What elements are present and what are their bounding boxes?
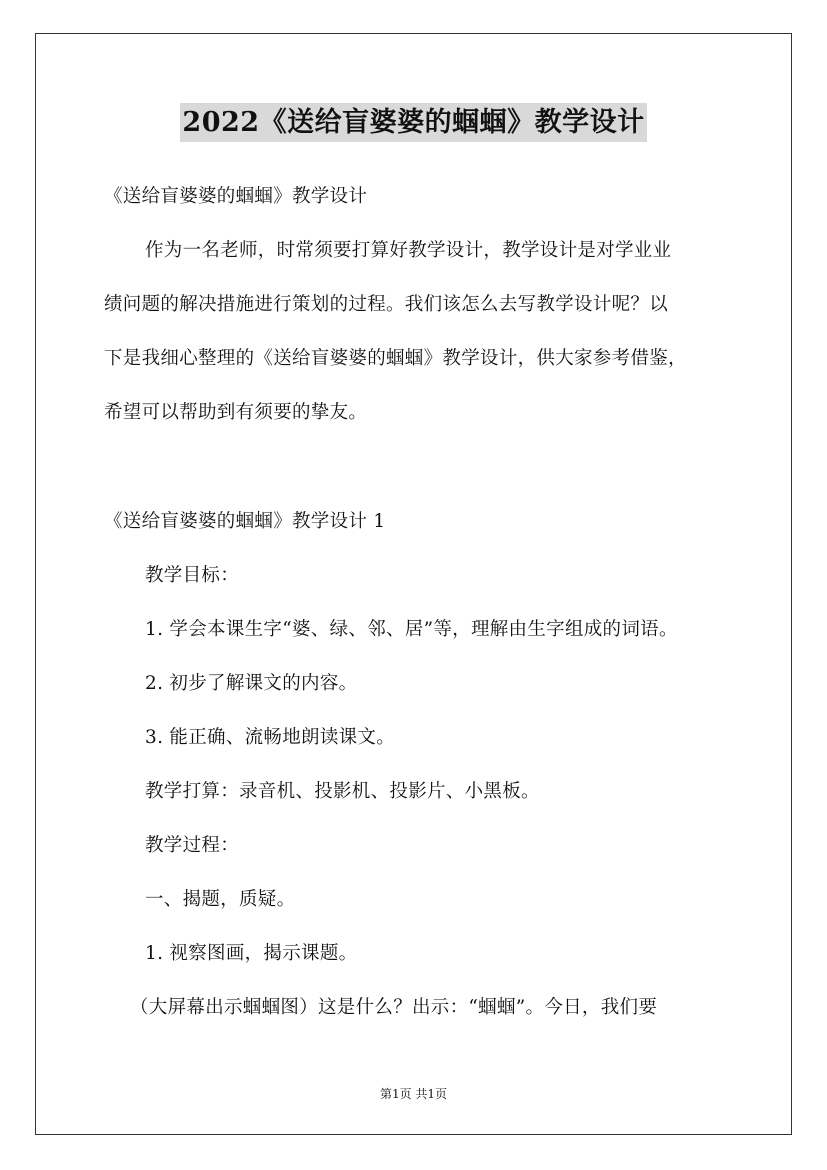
- body-line-2: 1. 学会本课生字“婆、绿、邻、居”等，理解由生字组成的词语。: [145, 619, 678, 640]
- document-subtitle: 《送给盲婆婆的蝈蝈》教学设计: [104, 186, 368, 207]
- body-line-4: 3. 能正确、流畅地朗读课文。: [145, 727, 396, 748]
- intro-line-4: 希望可以帮助到有须要的挚友。: [104, 402, 368, 423]
- intro-line-1: 作为一名老师，时常须要打算好教学设计，教学设计是对学业业: [145, 240, 672, 261]
- page-footer: 第1页 共1页: [379, 1087, 448, 1101]
- body-line-9: （大屏幕出示蝈蝈图）这是什么？出示：“蝈蝈”。今日，我们要: [130, 997, 658, 1018]
- body-line-8: 1. 视察图画，揭示课题。: [145, 943, 358, 964]
- body-line-3: 2. 初步了解课文的内容。: [145, 673, 358, 694]
- document-title-wrap: [0, 100, 827, 139]
- intro-line-2: 绩问题的解决措施进行策划的过程。我们该怎么去写教学设计呢？以: [104, 294, 669, 315]
- body-line-6: 教学过程：: [145, 835, 240, 856]
- section-heading: 《送给盲婆婆的蝈蝈》教学设计 1: [104, 511, 386, 532]
- body-line-1: 教学目标：: [145, 565, 240, 586]
- body-line-7: 一、揭题，质疑。: [145, 889, 296, 910]
- intro-line-3: 下是我细心整理的《送给盲婆婆的蝈蝈》教学设计，供大家参考借鉴，: [104, 348, 687, 369]
- document-title: 2022《送给盲婆婆的蝈蝈》教学设计: [180, 103, 646, 142]
- body-line-5: 教学打算：录音机、投影机、投影片、小黑板。: [145, 781, 540, 802]
